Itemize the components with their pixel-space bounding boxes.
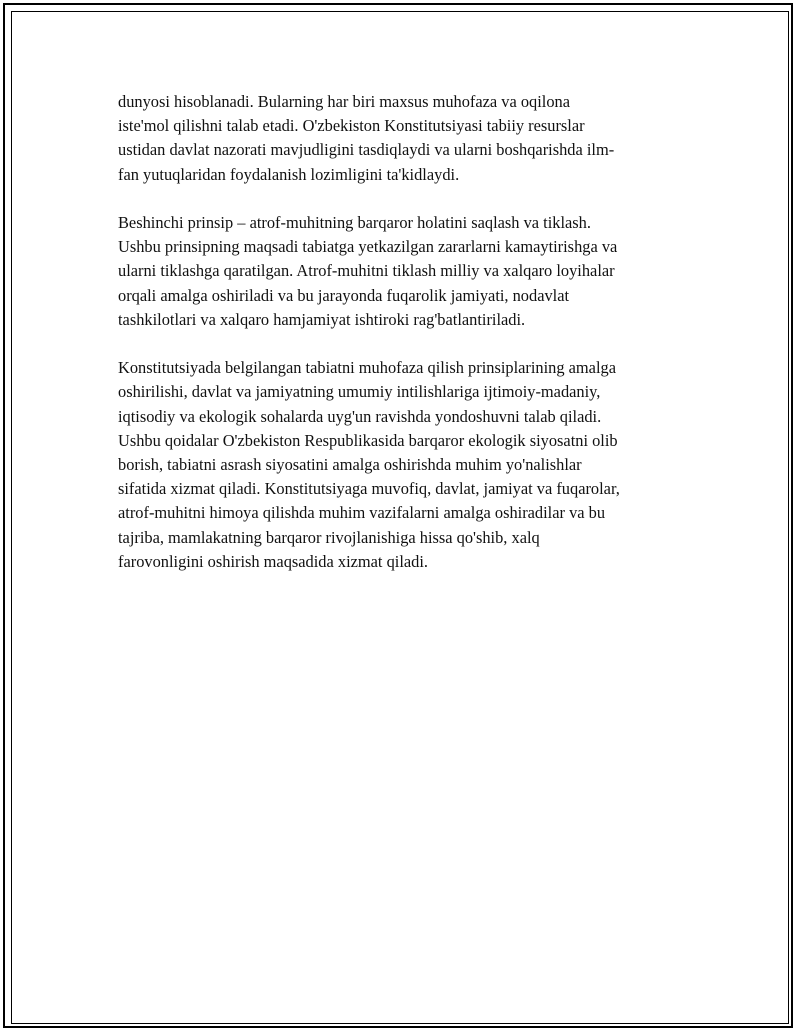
document-body	[118, 90, 698, 598]
paragraph-3	[118, 356, 698, 574]
text-line: orqali amalga oshiriladi va bu jarayonda fuqarolik jamiyati, nodavlat	[118, 285, 570, 305]
text-line: iqtisodiy va ekologik sohalarda uyg'un ravishda yondoshuvni talab qiladi.	[118, 406, 602, 426]
text-line: atrof-muhitni himoya qilishda muhim vazifalarni amalga oshiradilar va bu	[118, 503, 606, 523]
paragraph-1	[118, 90, 698, 187]
text-line: ularni tiklashga qaratilgan. Atrof-muhitni tiklash milliy va xalqaro loyihalar	[118, 261, 615, 281]
text-line: tashkilotlari va xalqaro hamjamiyat ishtiroki rag'batlantiriladi.	[118, 309, 526, 329]
text-line: ustidan davlat nazorati mavjudligini tasdiqlaydi va ularni boshqarishda ilm-	[118, 140, 615, 160]
text-line: oshirilishi, davlat va jamiyatning umumiy intilishlariga ijtimoiy-madaniy,	[118, 382, 601, 402]
text-line: borish, tabiatni asrash siyosatini amalga oshirishda muhim yo'nalishlar	[118, 455, 582, 475]
text-line: iste'mol qilishni talab etadi. O'zbekiston Konstitutsiyasi tabiiy resurslar	[118, 116, 585, 136]
text-line: Ushbu qoidalar O'zbekiston Respublikasida barqaror ekologik siyosatni olib	[118, 430, 618, 450]
text-line: dunyosi hisoblanadi. Bularning har biri maxsus muhofaza va oqilona	[118, 92, 571, 111]
text-line: fan yutuqlaridan foydalanish lozimligini ta'kidlaydi.	[118, 164, 460, 184]
text-line: farovonligini oshirish maqsadida xizmat qiladi.	[118, 551, 428, 571]
text-line: tajriba, mamlakatning barqaror rivojlanishiga hissa qo'shib, xalq	[118, 527, 540, 547]
text-line: Ushbu prinsipning maqsadi tabiatga yetkazilgan zararlarni kamaytirishga va	[118, 237, 618, 257]
text-line: Konstitutsiyada belgilangan tabiatni muhofaza qilish prinsiplarining amalga	[118, 358, 616, 378]
text-line: Beshinchi prinsip – atrof-muhitning barqaror holatini saqlash va tiklash.	[118, 213, 591, 232]
paragraph-2	[118, 211, 698, 332]
text-line: sifatida xizmat qiladi. Konstitutsiyaga muvofiq, davlat, jamiyat va fuqarolar,	[118, 479, 620, 499]
